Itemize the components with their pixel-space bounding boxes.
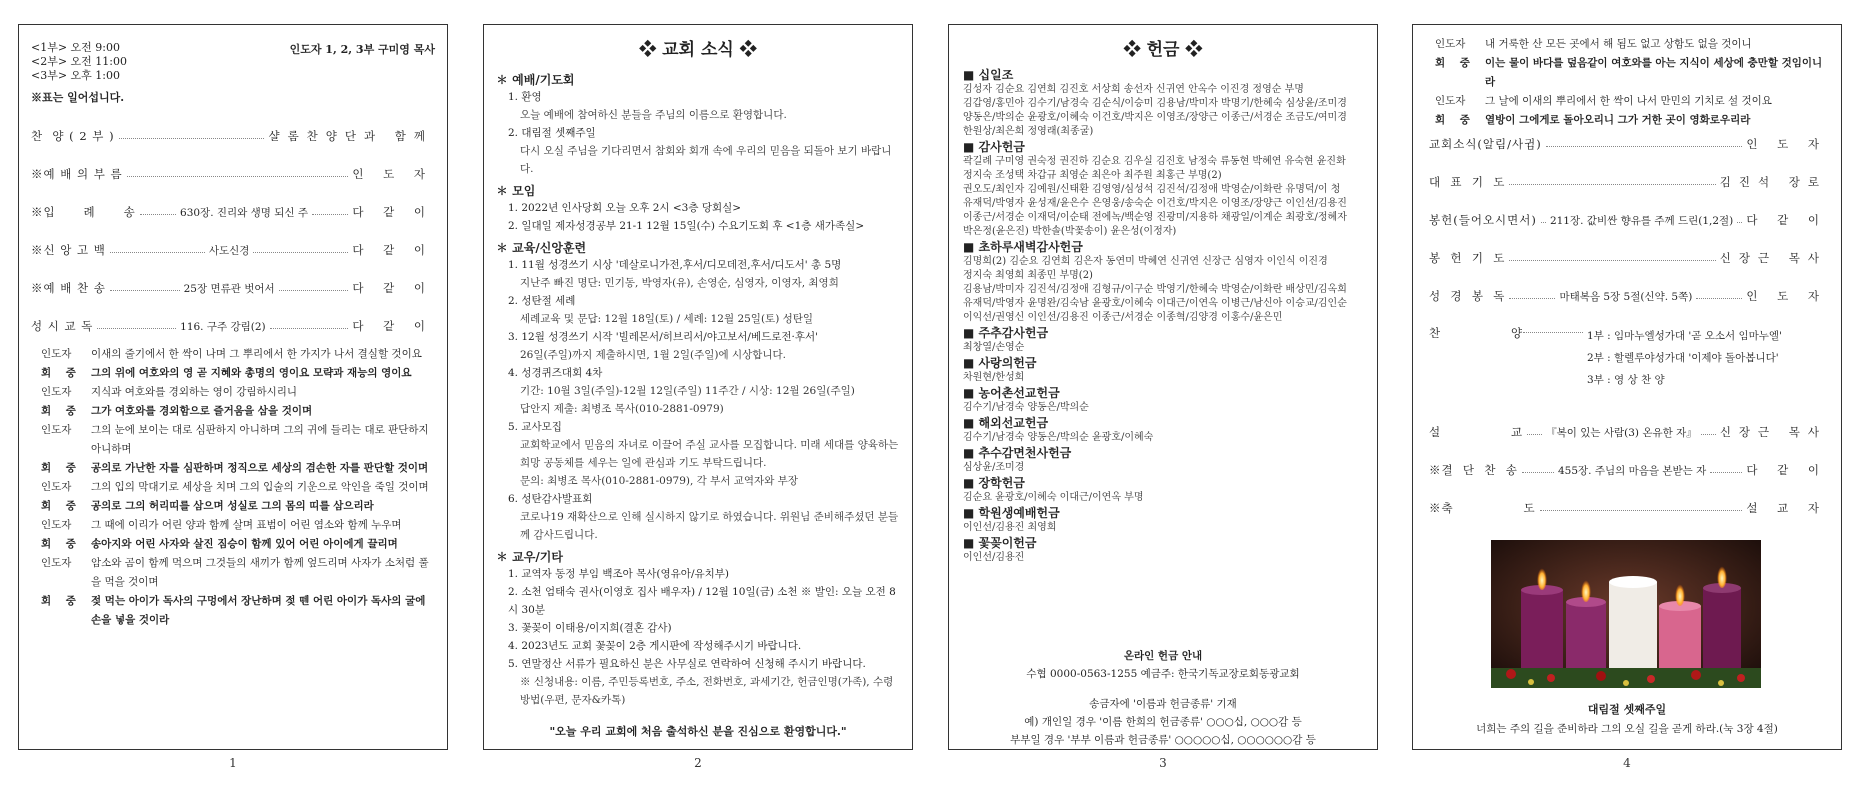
bible-verse: 너희는 주의 길을 준비하라 그의 오실 길을 곧게 하라.(눅 3장 4절) xyxy=(1476,723,1778,735)
order-row xyxy=(31,117,433,155)
congregation-line xyxy=(41,459,433,478)
order-person: 김진석 장로 xyxy=(1719,175,1827,189)
welcome-message: "오늘 우리 교회에 처음 출석하신 분을 진심으로 환영합니다." xyxy=(549,725,847,738)
news-item: 2. 소천 엄태숙 권사(이영호 집사 배우자) / 12월 10일(금) 소천 ※ 발인: 오늘 오전 8시 30분 xyxy=(508,586,896,616)
reading-text: 그가 여호와를 경외함으로 즐거움을 삼을 것이며 xyxy=(91,405,313,417)
reading-text: 이는 물이 바다를 덮음같이 여호와를 아는 지식이 세상에 충만할 것임이니라 xyxy=(1485,57,1823,88)
dot-leader xyxy=(1540,510,1743,511)
order-label: ※축 도 xyxy=(1429,501,1536,515)
reading-text: 젖 먹는 아이가 독사의 구멍에서 장난하며 젖 뗀 어린 아이가 독사의 굴에 손을 넣을 것이라 xyxy=(91,595,426,626)
news-item: 2. 일대일 제자성경공부 21-1 12월 15일(수) 수요기도회 후 <1층 새가족실> xyxy=(508,220,865,232)
order-person: 인 도 자 xyxy=(352,167,433,181)
news-item: 3. 꽃꽂이 이태용/이지희(결혼 감사) xyxy=(508,622,672,634)
news-detail: 오늘 예배에 참여하신 분들을 주님의 이름으로 환영합니다. xyxy=(520,109,787,121)
order-person: 설 교 자 xyxy=(1746,501,1827,515)
news-item: 6. 성탄감사발표회 xyxy=(508,493,593,505)
order-person: 인 도 자 xyxy=(1746,137,1827,151)
news-section-head: ✽ 교육/신앙훈련 xyxy=(496,241,587,255)
dot-leader xyxy=(1509,184,1715,185)
dot-leader xyxy=(1541,222,1546,223)
order-person: 신장근 목사 xyxy=(1719,425,1828,439)
speaker: 인도자 xyxy=(1435,38,1466,50)
choir-item: 1부 : 임마누엘성가대 '곧 오소서 임마누엘' xyxy=(1587,330,1782,342)
news-detail: 기간: 10월 3일(주일)-12월 12일(주일) 11주간 / 시상: 12월 26일(주일) xyxy=(520,385,855,397)
news-detail: 26일(주일)까지 제출하시면, 1월 2일(주일)에 시상합니다. xyxy=(520,349,786,361)
offering-head: ■ 추수감면천사헌금 xyxy=(963,446,1072,460)
dot-leader xyxy=(1509,298,1555,299)
church-news xyxy=(496,67,902,709)
leader-line xyxy=(41,383,433,402)
responsive-reading-cont xyxy=(1435,35,1831,130)
order-person: 샬롬찬양단과 함께 xyxy=(268,129,433,143)
offering-names: 권오도/최인자 김예원/신태환 김영영/심성석 김진석/김정애 박영순/이화란 유명덕/이 청 xyxy=(963,184,1341,195)
news-section-head: ✽ 예배/기도회 xyxy=(496,73,575,87)
news-detail: 지난주 빠진 명단: 민기동, 박영자(유), 손영순, 심영자, 이영자, 최영희 xyxy=(520,277,839,289)
order-label: ※예 배 의 부 름 xyxy=(31,167,123,181)
reading-text: 그 때에 이리가 어린 양과 함께 살며 표범이 어린 염소와 함께 누우며 xyxy=(91,519,402,531)
offering-names: 박은정(윤은진) 박한솔(박꽃송이) 윤은성(이정자) xyxy=(963,226,1177,237)
speaker: 회 중 xyxy=(1435,57,1470,69)
offering-head: ■ 초하루새벽감사헌금 xyxy=(963,240,1083,254)
reading-text: 내 거룩한 산 모든 곳에서 해 됨도 없고 상함도 없을 것이니 xyxy=(1485,38,1752,50)
offering-head: ■ 해외선교헌금 xyxy=(963,416,1049,430)
reading-text: 그의 위에 여호와의 영 곧 지혜와 총명의 영이요 모략과 재능의 영이요 xyxy=(91,367,412,379)
speaker: 인도자 xyxy=(41,424,72,436)
news-detail: 교회학교에서 믿음의 자녀로 이끌어 주실 교사를 모집합니다. 미래 세대를 양육하는 희망 공동체를 세우는 일에 관심과 기도 부탁드립니다. xyxy=(520,439,899,469)
reading-text: 그의 입의 막대기로 세상을 치며 그의 입술의 기운으로 악인을 죽일 것이며 xyxy=(91,481,429,493)
offering-notice: 예) 개인일 경우 '이름 한희의 헌금종류' ○○○십, ○○○감 등 xyxy=(1024,716,1302,728)
news-item: 4. 2023년도 교회 꽃꽂이 2층 게시판에 작성해주시기 바랍니다. xyxy=(508,640,802,652)
order-label: 성 시 교 독 xyxy=(31,319,94,333)
offering-head: ■ 농어촌선교헌금 xyxy=(963,386,1060,400)
dot-leader xyxy=(1546,146,1743,147)
offering-names: 김수기/남경숙 양동은/박의순 윤광호/이혜숙 xyxy=(963,432,1154,443)
dot-leader xyxy=(1701,434,1716,435)
offering-head: ■ 십일조 xyxy=(963,68,1014,82)
worship-leader: 인도자 1, 2, 3부 구미영 목사 xyxy=(289,43,435,56)
offering-names: 유재덕/박영자 윤성재/윤은수 은영웅/송숙순 이건호/박지은 이영조/장양근 이인선/김용진 xyxy=(963,198,1347,209)
choir-item: 2부 : 할렐루야성가대 '이제야 돌아봅니다' xyxy=(1587,352,1779,364)
reading-text: 송아지와 어린 사자와 살진 짐승이 함께 있어 어린 아이에게 끌리며 xyxy=(91,538,398,550)
reading-text: 암소와 곰이 함께 먹으며 그것들의 새끼가 함께 엎드리며 사자가 소처럼 풀을 먹을 것이며 xyxy=(91,557,429,588)
news-item: 5. 연말정산 서류가 필요하신 분은 사무실로 연락하여 신청해 주시기 바랍니다. xyxy=(508,658,866,670)
dot-leader xyxy=(253,252,348,253)
bank-account: 수협 0000-0563-1255 예금주: 한국기독교장로회동광교회 xyxy=(1026,668,1300,680)
dot-leader xyxy=(270,328,349,329)
leader-line xyxy=(41,421,433,459)
order-row xyxy=(31,269,433,307)
offering-names: 양동은/박의순 윤광호/이혜숙 이건호/박지은 이영조/장양근 이종근/서경순 조금도/여미경 xyxy=(963,112,1347,123)
offering-names: 김갑영/홍민아 김수기/남경숙 김순식/이승미 김용남/박미자 박명기/한혜숙 심상윤/조미경 xyxy=(963,98,1347,109)
offering-names: 심상윤/조미경 xyxy=(963,462,1025,473)
offering-names: 김성자 김순요 김연희 김진호 서상희 송선자 신귀연 안옥수 이진경 정영순 부명 xyxy=(963,84,1304,95)
reading-text: 공의로 그의 허리띠를 삼으며 성실로 그의 몸의 띠를 삼으리라 xyxy=(91,500,374,512)
choir-item: 3부 : 영 상 찬 양 xyxy=(1587,374,1665,386)
choir-block xyxy=(1429,325,1827,391)
leader-line xyxy=(41,554,433,592)
offering-head: ■ 사랑의헌금 xyxy=(963,356,1037,370)
news-detail: 세례교육 및 문답: 12월 18일(토) / 세례: 12월 25일(토) 성탄일 xyxy=(520,313,814,325)
responsive-reading xyxy=(41,345,433,630)
leader-line xyxy=(1435,35,1831,54)
reading-text: 공의로 가난한 자를 심판하며 정직으로 세상의 겸손한 자를 판단할 것이며 xyxy=(91,462,429,474)
order-row xyxy=(1429,413,1827,451)
news-item: 5. 교사모집 xyxy=(508,421,562,433)
offering-head: ■ 꽃꽂이헌금 xyxy=(963,536,1037,550)
order-row xyxy=(31,307,433,345)
news-detail: ※ 신청내용: 이름, 주민등록번호, 주소, 전화번호, 과세기간, 헌금인명(가족), 수령방법(우편, 문자&카톡) xyxy=(520,676,894,706)
congregation-line xyxy=(41,592,433,630)
service-time: <1부> 오전 9:00 xyxy=(31,41,121,54)
speaker: 인도자 xyxy=(1435,95,1466,107)
online-offering-info xyxy=(949,647,1377,749)
order-detail: 사도신경 xyxy=(208,244,250,257)
order-row xyxy=(1429,277,1827,315)
speaker: 회 중 xyxy=(41,367,76,379)
news-detail: 코로나19 재확산으로 인해 실시하지 않기로 하였습니다. 위원님 준비해주셨던 분들께 감사드립니다. xyxy=(520,511,899,541)
offering-names: 김명희(2) 김순요 김연희 김은자 동연미 박혜연 신귀연 신장근 심영자 이인식 이진경 xyxy=(963,256,1328,267)
speaker: 인도자 xyxy=(41,519,72,531)
offering-head: ■ 감사헌금 xyxy=(963,140,1025,154)
news-item: 2. 대림절 셋째주일 xyxy=(508,127,596,139)
offering-names: 김수기/남경숙 양동은/박의순 xyxy=(963,402,1089,413)
speaker: 회 중 xyxy=(41,538,76,550)
speaker: 인도자 xyxy=(41,348,72,360)
order-label: ※결 단 찬 송 xyxy=(1429,463,1518,477)
order-person: 다 같 이 xyxy=(352,281,433,295)
order-label: 봉헌(들어오시면서) xyxy=(1429,213,1537,227)
speaker: 인도자 xyxy=(41,481,72,493)
congregation-line xyxy=(41,364,433,383)
speaker: 회 중 xyxy=(41,595,76,607)
dot-leader xyxy=(1696,298,1742,299)
dot-leader xyxy=(140,214,176,215)
dot-leader xyxy=(119,138,265,139)
offering-names: 이익선/권영신 이인선/김용진 이종근/서경순 이종혁/김양경 이홍수/윤은민 xyxy=(963,312,1283,323)
church-news-title: ❖ 교회 소식 ❖ xyxy=(639,40,757,60)
offering-names: 최창열/손영순 xyxy=(963,342,1025,353)
advent-title: 대림절 셋째주일 xyxy=(1587,703,1667,716)
news-item: 1. 교역자 동정 부임 백조아 목사(영유아/유치부) xyxy=(508,568,730,580)
offering-names: 이종근/서경순 이재덕/이순태 전에녹/백순영 진광미/지용하 채광일/이계순 최광호/정혜자 xyxy=(963,212,1347,223)
offering-names: 이인선/김용진 xyxy=(963,552,1025,563)
order-label: 대 표 기 도 xyxy=(1429,175,1506,189)
offering-names: 정지숙 최영희 최종민 부명(2) xyxy=(963,270,1093,281)
dot-leader xyxy=(1522,472,1554,473)
order-row xyxy=(1429,489,1827,527)
news-section-head: ✽ 모임 xyxy=(496,184,536,198)
service-time: <3부> 오후 1:00 xyxy=(31,69,121,82)
dot-leader xyxy=(127,176,349,177)
dot-leader xyxy=(279,290,349,291)
reading-text: 지식과 여호와를 경외하는 영이 강림하시리니 xyxy=(91,386,298,398)
news-item: 1. 2022년 인사당회 오늘 오후 2시 <3층 당회실> xyxy=(508,202,742,214)
speaker: 회 중 xyxy=(1435,114,1470,126)
news-detail: 문의: 최병조 목사(010-2881-0979), 각 부서 교역자와 부장 xyxy=(520,475,798,487)
offering-names: 김순요 윤광호/이혜숙 이대근/이연옥 부명 xyxy=(963,492,1144,503)
order-row xyxy=(1429,125,1827,163)
congregation-line xyxy=(41,402,433,421)
reading-text: 이새의 줄기에서 한 싹이 나며 그 뿌리에서 한 가지가 나서 결실할 것이요 xyxy=(91,348,422,360)
news-detail: 다시 오실 주님을 기다리면서 참회와 회개 속에 우리의 믿음을 되돌아 보기 바랍니다. xyxy=(520,145,892,175)
order-row xyxy=(31,155,433,193)
offering-head: ■ 장학헌금 xyxy=(963,476,1025,490)
news-item: 1. 환영 xyxy=(508,91,542,103)
order-label: 설 교 xyxy=(1429,425,1524,439)
order-person: 인 도 자 xyxy=(1746,289,1828,303)
order-label: 찬 양 ( 2 부 ) xyxy=(31,129,115,143)
offering-head: ■ 학원생예배헌금 xyxy=(963,506,1060,520)
speaker: 인도자 xyxy=(41,386,72,398)
news-detail: 답안지 제출: 최병조 목사(010-2881-0979) xyxy=(520,403,724,415)
order-detail: 마태복음 5장 5절(신약. 5쪽) xyxy=(1559,290,1693,303)
page-number: 2 xyxy=(694,756,702,770)
order-row xyxy=(31,231,433,269)
congregation-line xyxy=(1435,54,1831,92)
order-label: ※입 례 송 xyxy=(31,205,136,219)
offering-names: 차원현/한성희 xyxy=(963,372,1025,383)
news-item: 1. 11월 성경쓰기 시상 '데살로니가전,후서/디모데전,후서/디도서' 총 5명 xyxy=(508,259,842,271)
offering-names: 한원상/최은희 정영래(최종굴) xyxy=(963,126,1094,137)
order-person: 다 같 이 xyxy=(352,319,434,333)
worship-order-cont xyxy=(1429,125,1827,315)
speaker: 인도자 xyxy=(41,557,72,569)
order-person: 다 같 이 xyxy=(352,243,433,257)
dot-leader xyxy=(97,328,176,329)
order-label: 봉 헌 기 도 xyxy=(1429,251,1506,265)
dot-leader xyxy=(1737,222,1742,223)
choir-list xyxy=(1587,325,1827,391)
reading-text: 그 날에 이새의 뿌리에서 한 싹이 나서 만민의 기치로 설 것이요 xyxy=(1485,95,1772,107)
news-section-head: ✽ 교우/기타 xyxy=(496,550,563,564)
reading-text: 그의 눈에 보이는 대로 심판하지 아니하며 그의 귀에 들리는 대로 판단하지 아니하며 xyxy=(91,424,429,455)
leader-line xyxy=(41,516,433,535)
offering-title: ❖ 헌금 ❖ xyxy=(1123,40,1203,60)
order-person: 다 같 이 xyxy=(1746,463,1828,477)
congregation-line xyxy=(41,535,433,554)
leader-line xyxy=(41,478,433,497)
congregation-line xyxy=(41,497,433,516)
service-time: <2부> 오전 11:00 xyxy=(31,55,128,68)
page-number: 1 xyxy=(229,756,237,770)
order-label: ※신 앙 고 백 xyxy=(31,243,106,257)
page-number: 4 xyxy=(1623,756,1631,770)
offering-names: 김용남/박미자 김진석/김정애 김형규/이구순 박영기/한혜숙 박영순/이화란 배상민/김옥희 xyxy=(963,284,1347,295)
dot-leader xyxy=(1527,434,1542,435)
offering-names: 정지숙 조성택 차갑규 최영순 최은아 최주원 최홍근 부명(2) xyxy=(963,170,1222,181)
offering-head: ■ 주추감사헌금 xyxy=(963,326,1049,340)
order-row xyxy=(31,193,433,231)
order-label: ※예 배 찬 송 xyxy=(31,281,106,295)
order-person: 다 같 이 xyxy=(1746,213,1827,227)
order-label: 성 경 봉 독 xyxy=(1429,289,1506,303)
dot-leader xyxy=(1710,472,1742,473)
dot-leader xyxy=(110,252,205,253)
order-detail: 『복이 있는 사람(3) 온유한 자』 xyxy=(1546,426,1697,439)
worship-order-end xyxy=(1429,413,1827,527)
order-label: 교회소식(알림/사귐) xyxy=(1429,137,1542,151)
news-item: 2. 성탄절 세례 xyxy=(508,295,576,307)
offering-names: 이인선/김용진 최영희 xyxy=(963,522,1057,533)
order-row xyxy=(1429,239,1827,277)
order-detail: 630장. 진리와 생명 되신 주 xyxy=(180,206,309,219)
worship-order xyxy=(31,117,433,345)
service-times xyxy=(31,41,127,83)
offering-names: 유재덕/박영자 윤명완/김숙남 윤광호/이혜숙 이대근/이연옥 이병근/남신아 이승교/김인순 xyxy=(963,298,1347,309)
bulletin-page-1 xyxy=(18,24,448,750)
order-row xyxy=(1429,163,1827,201)
speaker: 회 중 xyxy=(41,462,76,474)
order-person: 다 같 이 xyxy=(352,205,433,219)
order-person: 신장근 목사 xyxy=(1719,251,1827,265)
order-detail: 455장. 주님의 마음을 본받는 자 xyxy=(1557,464,1707,477)
order-row xyxy=(1429,451,1827,489)
reading-text: 열방이 그에게로 돌아오리니 그가 거한 곳이 영화로우리라 xyxy=(1485,114,1751,126)
speaker: 회 중 xyxy=(41,500,76,512)
choir-label: 찬 양 xyxy=(1429,326,1524,340)
bulletin-page-4 xyxy=(1412,24,1842,750)
order-detail: 116. 구주 강림(2) xyxy=(180,320,266,333)
order-detail: 25장 면류관 벗어서 xyxy=(183,282,275,295)
offering-names: 곽길례 구미영 권숙정 권진하 김순요 김우실 김진호 남정숙 류동현 박혜연 유숙현 윤진화 xyxy=(963,156,1346,167)
standing-note: ※표는 일어섭니다. xyxy=(31,91,125,104)
bulletin-page-3 xyxy=(948,24,1378,750)
news-item: 4. 성경퀴즈대회 4차 xyxy=(508,367,603,379)
leader-line xyxy=(41,345,433,364)
offering-notice: 송금자에 '이름과 헌금종류' 기재 xyxy=(1089,698,1237,710)
dot-leader xyxy=(1509,260,1715,261)
online-offering-title: 온라인 헌금 안내 xyxy=(1123,650,1203,662)
speaker: 회 중 xyxy=(41,405,76,417)
page-number: 3 xyxy=(1159,756,1167,770)
dot-leader xyxy=(1523,325,1583,333)
order-row xyxy=(1429,201,1827,239)
leader-line xyxy=(1435,92,1831,111)
offering-list xyxy=(963,67,1369,565)
bulletin-page-2 xyxy=(483,24,913,750)
advent-candles-image xyxy=(1491,540,1761,688)
offering-notice: 부부일 경우 '부부 이름과 헌금종류' ○○○○○십, ○○○○○○감 등 xyxy=(1010,734,1316,746)
order-detail: 211장. 값비싼 향유를 주께 드린(1,2절) xyxy=(1549,214,1734,227)
dot-leader xyxy=(312,214,348,215)
dot-leader xyxy=(110,290,180,291)
news-item: 3. 12월 성경쓰기 시작 '빌레몬서/히브리서/야고보서/베드로전·후서' xyxy=(508,331,819,343)
